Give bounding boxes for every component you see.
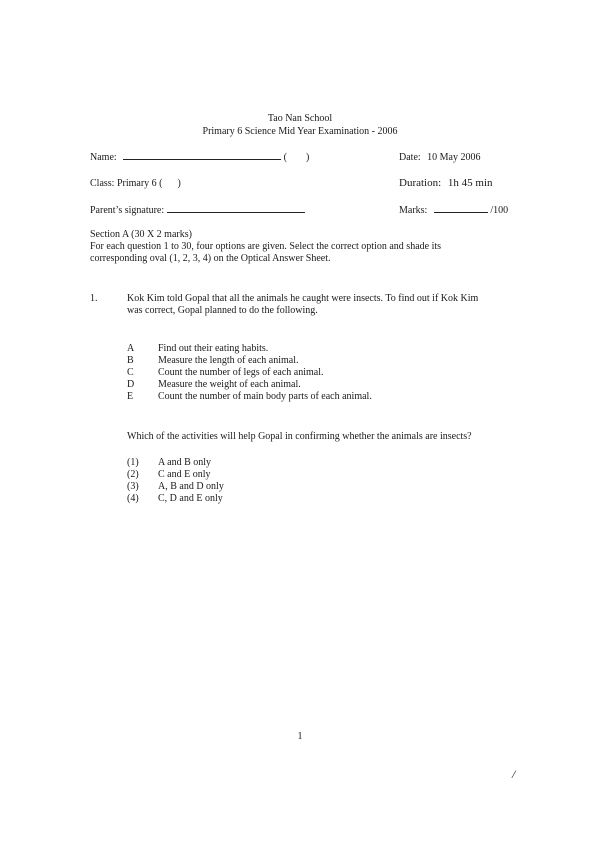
- school-name: Tao Nan School: [267, 113, 333, 124]
- option-number: (1): [127, 457, 139, 468]
- activity-text: Measure the length of each animal.: [158, 355, 299, 366]
- name-bracket-open: (: [283, 152, 287, 163]
- class-bracket-close: ): [177, 178, 181, 189]
- list-item: [0, 367, 600, 379]
- option-text: A and B only: [158, 457, 212, 468]
- option-number: (4): [127, 493, 139, 504]
- activity-letter: A: [127, 343, 135, 354]
- class-label: Class: Primary 6 (: [90, 178, 163, 189]
- list-item: [0, 493, 600, 505]
- corner-mark: /: [512, 767, 516, 781]
- list-item: [0, 355, 600, 367]
- parent-signature-blank: [167, 212, 305, 213]
- activity-text: Count the number of legs of each animal.: [158, 367, 324, 378]
- option-text: A, B and D only: [158, 481, 224, 492]
- option-number: (2): [127, 469, 139, 480]
- activity-letter: D: [127, 379, 135, 390]
- name-label: Name:: [90, 152, 117, 163]
- option-number: (3): [127, 481, 139, 492]
- option-text: C and E only: [158, 469, 211, 480]
- list-item: [0, 481, 600, 493]
- duration-field: [399, 177, 493, 190]
- date-value: 10 May 2006: [427, 152, 481, 163]
- activity-letter: B: [127, 355, 134, 366]
- marks-label: Marks:: [399, 205, 428, 216]
- exam-title: Primary 6 Science Mid Year Examination - 2006: [202, 126, 398, 137]
- activity-letter: E: [127, 391, 134, 402]
- name-row: [90, 152, 309, 164]
- activities-list: [0, 343, 600, 405]
- duration-value: 1h 45 min: [447, 177, 493, 189]
- activity-letter: C: [127, 367, 134, 378]
- question-stem-line1: Kok Kim told Gopal that all the animals he caught were insects. To find out if Kok Kim: [127, 293, 479, 304]
- list-item: [0, 343, 600, 355]
- list-item: [0, 457, 600, 469]
- question-stem-line2: was correct, Gopal planned to do the following.: [127, 305, 318, 316]
- marks-total: /100: [490, 205, 509, 216]
- parent-signature-label: Parent’s signature:: [90, 205, 165, 216]
- question-number: 1.: [90, 293, 98, 304]
- class-row: [90, 178, 181, 190]
- duration-label: Duration:: [399, 177, 442, 189]
- activity-text: Measure the weight of each animal.: [158, 379, 301, 390]
- name-bracket-close: ): [306, 152, 310, 163]
- parent-signature-row: [90, 205, 305, 217]
- date-label: Date:: [399, 152, 421, 163]
- activity-text: Count the number of main body parts of each animal.: [158, 391, 372, 402]
- activity-text: Find out their eating habits.: [158, 343, 269, 354]
- section-instruction-line1: For each question 1 to 30, four options are given. Select the correct option and shade its: [90, 241, 442, 252]
- answer-options: [0, 457, 600, 507]
- page-number: 1: [297, 731, 303, 742]
- marks-field: [399, 205, 508, 217]
- list-item: [0, 379, 600, 391]
- section-title: Section A (30 X 2 marks): [90, 229, 192, 240]
- name-blank: [123, 159, 281, 160]
- list-item: [0, 469, 600, 481]
- list-item: [0, 391, 600, 403]
- option-text: C, D and E only: [158, 493, 223, 504]
- section-instruction-line2: corresponding oval (1, 2, 3, 4) on the Optical Answer Sheet.: [90, 253, 331, 264]
- marks-blank: [434, 212, 488, 213]
- question-prompt: Which of the activities will help Gopal in confirming whether the animals are insects?: [127, 431, 472, 442]
- date-field: [399, 152, 481, 164]
